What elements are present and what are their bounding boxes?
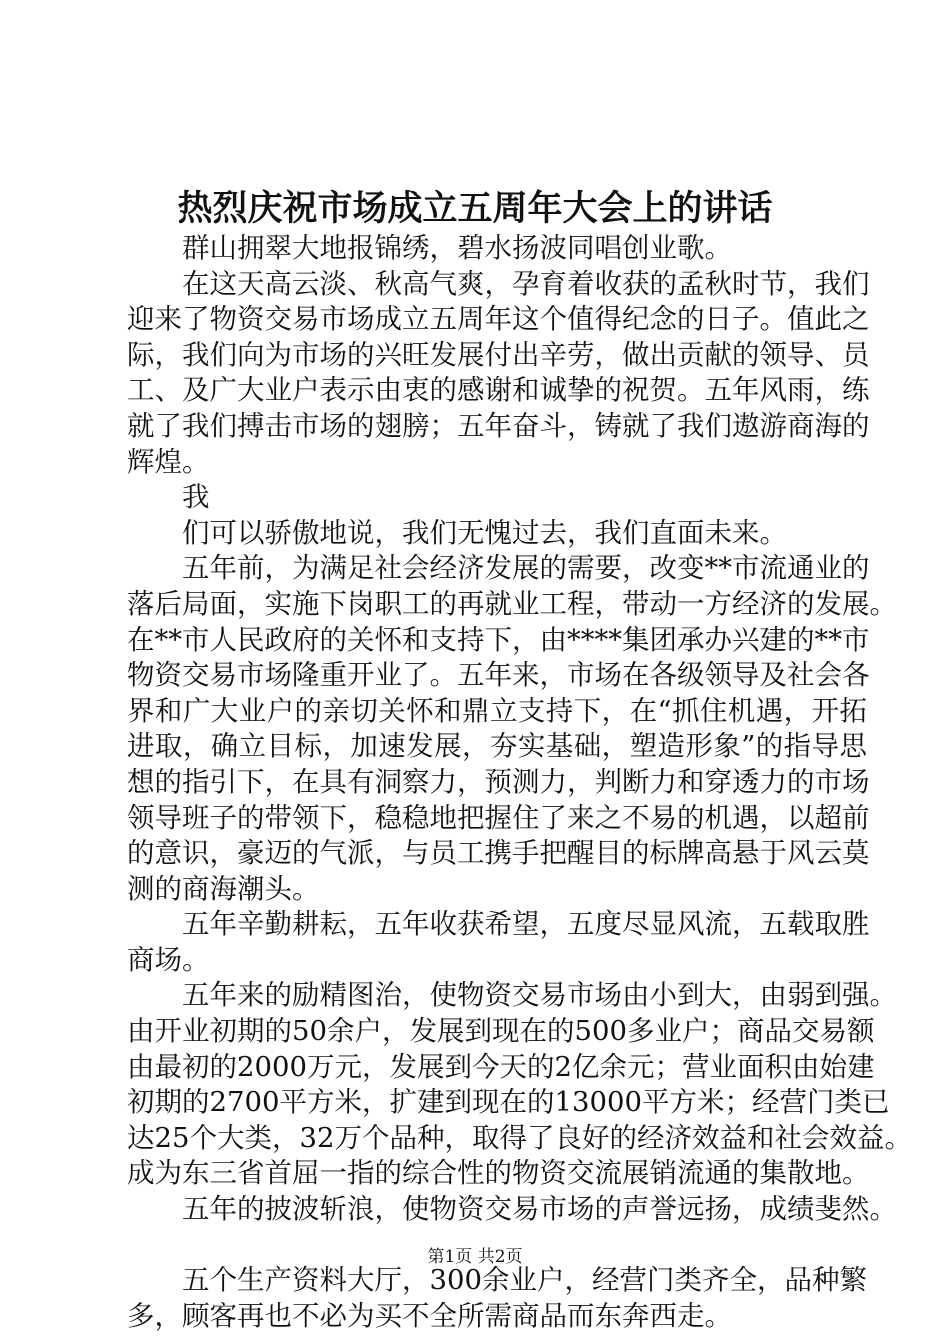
text-line: 界和广大业户的亲切关怀和鼎立支持下，在“抓住机遇，开拓: [127, 694, 867, 727]
text-line: 们可以骄傲地说，我们无愧过去，我们直面未来。: [182, 516, 787, 549]
text-line: 领导班子的带领下，稳稳地把握住了来之不易的机遇，以超前: [127, 801, 870, 834]
text-line: 在**市人民政府的关怀和支持下，由****集团承办兴建的**市: [127, 623, 870, 656]
text-line: 想的指引下，在具有洞察力，预测力，判断力和穿透力的市场: [127, 765, 870, 798]
text-line: 辉煌。: [127, 445, 210, 478]
text-line: 的意识，豪迈的气派，与员工携手把醒目的标牌高悬于风云莫: [127, 837, 870, 870]
text-line: 在这天高云淡、秋高气爽，孕育着收获的孟秋时节，我们: [182, 267, 870, 300]
text-line: 就了我们搏击市场的翅膀；五年奋斗，铸就了我们遨游商海的: [127, 409, 870, 442]
text-line: 物资交易市场隆重开业了。五年来，市场在各级领导及社会各: [127, 659, 870, 692]
text-line: 五年辛勤耕耘，五年收获希望，五度尽显风流，五载取胜: [182, 908, 870, 941]
text-line: 五个生产资料大厅，300余业户，经营门类齐全，品种繁: [182, 1264, 867, 1297]
text-line: 成为东三省首屈一指的综合性的物资交流展销流通的集散地。: [127, 1157, 870, 1190]
text-line: 测的商海潮头。: [127, 872, 320, 905]
text-line: 商场。: [127, 943, 210, 976]
text-line: 五年的披波斩浪，使物资交易市场的声誉远扬，成绩斐然。: [182, 1193, 897, 1226]
document-title: 热烈庆祝市场成立五周年大会上的讲话: [177, 188, 773, 229]
text-line: 际，我们向为市场的兴旺发展付出辛劳，做出贡献的领导、员: [127, 338, 870, 371]
text-line: 初期的2700平方米，扩建到现在的13000平方米；经营门类已: [127, 1086, 890, 1119]
text-line: 我: [182, 481, 210, 514]
text-line: 多，顾客再也不必为买不全所需商品而东奔西走。: [127, 1299, 732, 1332]
text-line: 群山拥翠大地报锦绣，碧水扬波同唱创业歌。: [182, 232, 732, 264]
text-line: 由最初的2000万元，发展到今天的2亿余元；营业面积由始建: [127, 1050, 875, 1083]
text-line: 由开业初期的50余户，发展到现在的500多业户；商品交易额: [127, 1015, 875, 1048]
text-line: 五年来的励精图治，使物资交易市场由小到大，由弱到强。: [182, 979, 897, 1012]
text-line: 工、及广大业户表示由衷的感谢和诚挚的祝贺。五年风雨，练: [127, 374, 870, 407]
text-line: 迎来了物资交易市场成立五周年这个值得纪念的日子。值此之: [127, 303, 870, 336]
page-number: 第1页 共2页: [427, 1247, 523, 1267]
text-line: 落后局面，实施下岗职工的再就业工程，带动一方经济的发展。: [127, 587, 897, 620]
text-line: 进取，确立目标，加速发展，夯实基础，塑造形象”的指导思: [127, 730, 867, 763]
text-line: 达25个大类，32万个品种，取得了良好的经济效益和社会效益。: [127, 1121, 912, 1154]
document-body: [127, 231, 912, 1334]
text-line: 五年前，为满足社会经济发展的需要，改变**市流通业的: [182, 552, 870, 585]
